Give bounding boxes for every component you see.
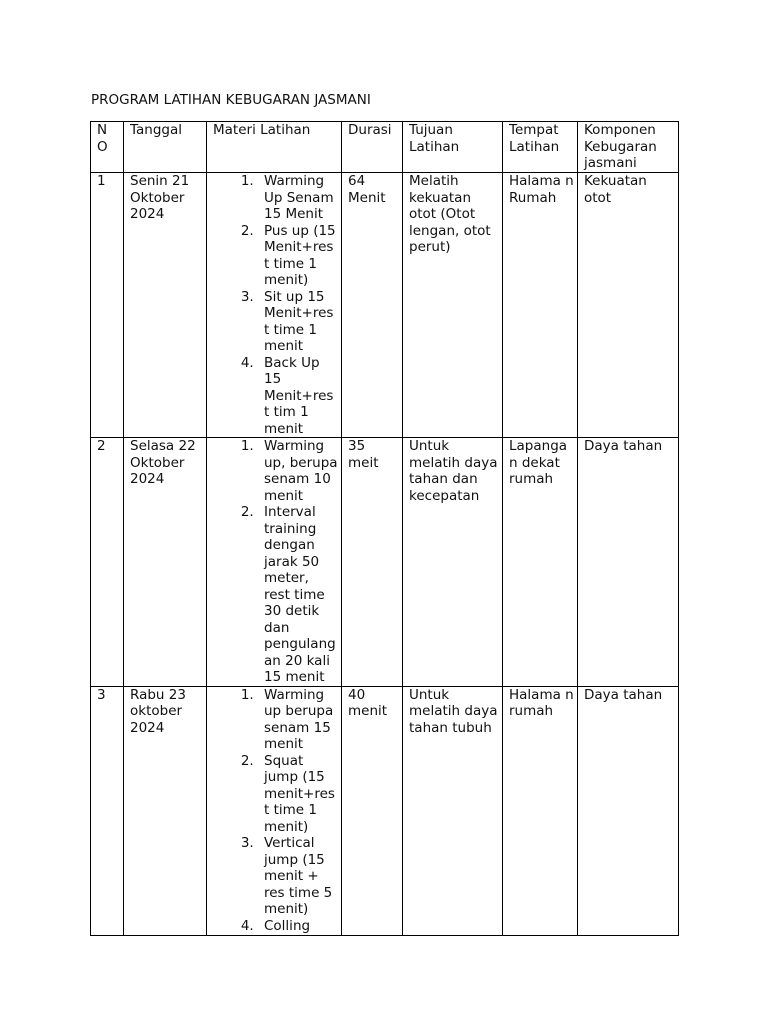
table-row xyxy=(91,686,679,935)
cell-durasi: 35 meit xyxy=(342,438,403,687)
cell-tanggal: Senin 21 Oktober 2024 xyxy=(124,173,207,438)
cell-no: 1 xyxy=(91,173,124,438)
cell-tanggal: Selasa 22 Oktober 2024 xyxy=(124,438,207,687)
header-no: N O xyxy=(91,122,124,173)
table-header-row xyxy=(91,122,679,173)
cell-tujuan: Melatih kekuatan otot (Otot lengan, otot perut) xyxy=(403,173,503,438)
header-tanggal: Tanggal xyxy=(124,122,207,173)
materi-list xyxy=(213,687,338,935)
cell-durasi: 40 menit xyxy=(342,686,403,935)
cell-tujuan: Untuk melatih daya tahan tubuh xyxy=(403,686,503,935)
materi-item: 2. Pus up (15 Menit+rest time 1 menit) xyxy=(258,223,338,289)
cell-materi xyxy=(207,438,342,687)
materi-item: 4. Back Up 15 Menit+rest tim 1 menit xyxy=(258,355,338,438)
cell-komponen: Daya tahan xyxy=(578,438,679,687)
header-komponen: Komponen Kebugaran jasmani xyxy=(578,122,679,173)
materi-list xyxy=(213,173,338,437)
materi-item: 1. Warming Up Senam 15 Menit xyxy=(258,173,338,223)
cell-tujuan: Untuk melatih daya tahan dan kecepatan xyxy=(403,438,503,687)
table-row xyxy=(91,438,679,687)
materi-item: 2. Interval training dengan jarak 50 meter, rest time 30 detik dan pengulang an 20 kali 15 menit xyxy=(258,504,338,686)
training-program-table xyxy=(90,121,679,936)
header-tempat: Tempat Latihan xyxy=(503,122,578,173)
materi-item: 2. Squat jump (15 menit+res t time 1 menit) xyxy=(258,753,338,836)
cell-no: 3 xyxy=(91,686,124,935)
cell-tempat: Halama n rumah xyxy=(503,686,578,935)
cell-komponen: Daya tahan xyxy=(578,686,679,935)
cell-materi xyxy=(207,686,342,935)
header-tujuan: Tujuan Latihan xyxy=(403,122,503,173)
header-materi: Materi Latihan xyxy=(207,122,342,173)
cell-komponen: Kekuatan otot xyxy=(578,173,679,438)
table-row xyxy=(91,173,679,438)
materi-item: 3. Sit up 15 Menit+rest time 1 menit xyxy=(258,289,338,355)
materi-item: 3. Vertical jump (15 menit + res time 5 menit) xyxy=(258,835,338,918)
page-title: PROGRAM LATIHAN KEBUGARAN JASMANI xyxy=(91,92,371,108)
materi-item: 1. Warming up berupa senam 15 menit xyxy=(258,687,338,753)
cell-durasi: 64 Menit xyxy=(342,173,403,438)
cell-materi xyxy=(207,173,342,438)
cell-tempat: Halama n Rumah xyxy=(503,173,578,438)
header-durasi: Durasi xyxy=(342,122,403,173)
materi-item: 1. Warming up, berupa senam 10 menit xyxy=(258,438,338,504)
materi-item: 4. Colling xyxy=(258,918,338,935)
cell-no: 2 xyxy=(91,438,124,687)
cell-tempat: Lapanga n dekat rumah xyxy=(503,438,578,687)
materi-list xyxy=(213,438,338,686)
cell-tanggal: Rabu 23 oktober 2024 xyxy=(124,686,207,935)
